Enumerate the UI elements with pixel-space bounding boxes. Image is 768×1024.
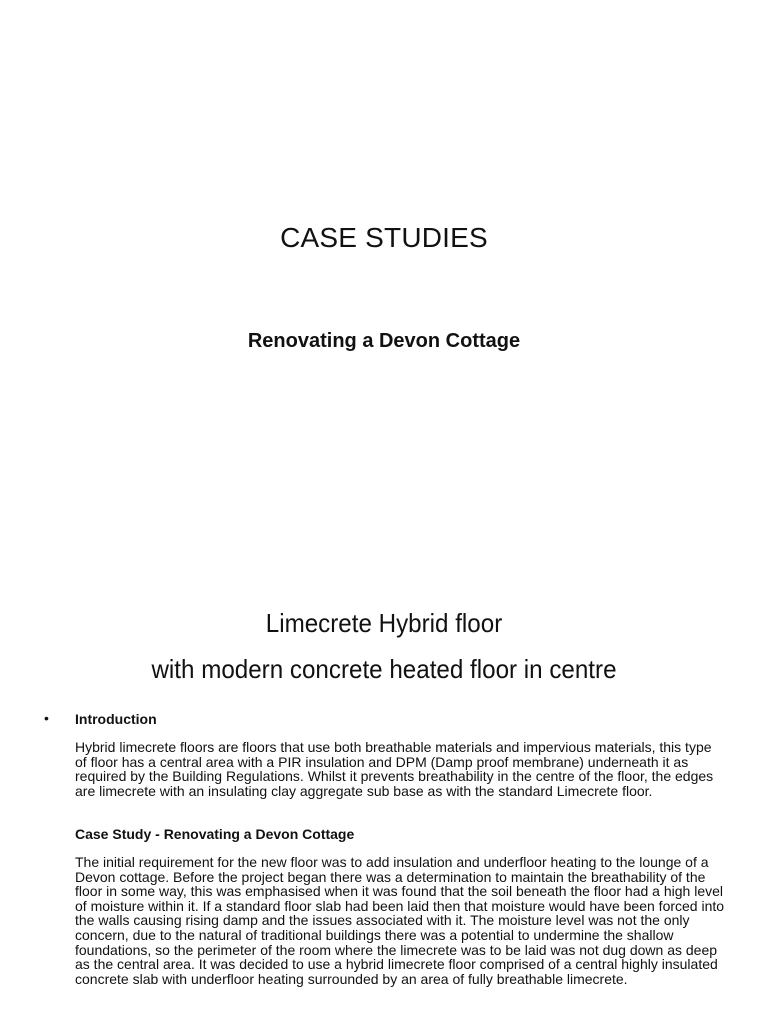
introduction-heading: Introduction bbox=[75, 711, 157, 727]
bullet-marker: • bbox=[44, 710, 49, 726]
introduction-paragraph: Hybrid limecrete floors are floors that use both breathable materials and impervious materials, this type of floor has a central area with a PIR insulation and DPM (Damp proof membrane) underneath it as required by the Building Regulations. Whilst it prevents breathability in the centre of the floor, the edges are limecrete with an insulating clay aggregate sub base as with the standard Limecrete floor. bbox=[75, 739, 714, 799]
page-subtitle: Renovating a Devon Cottage bbox=[247, 330, 521, 352]
section-title-line-1: Limecrete Hybrid floor bbox=[265, 608, 503, 638]
case-study-heading: Case Study - Renovating a Devon Cottage bbox=[75, 826, 355, 842]
section-title-line-2: with modern concrete heated floor in centre bbox=[151, 654, 617, 684]
case-study-paragraph: The initial requirement for the new floor was to add insulation and underfloor heating to the lounge of a Devon cottage. Before the project began there was a determination to maintain the breathability of the floor in some way, this was emphasised when it was found that the soil beneath the floor had a high level of moisture within it. If a standard floor slab had been laid then that moisture would have been forced into the walls causing rising damp and the issues associated with it. The moisture level was not the only concern, due to the natural of traditional buildings there was a potential to undermine the shallow foundations, so the perimeter of the room where the limecrete was to be laid was not dug down as deep as the central area. It was decided to use a hybrid limecrete floor comprised of a central highly insulated concrete slab with underfloor heating surrounded by an area of fully breathable limecrete. bbox=[75, 854, 725, 987]
page-title: CASE STUDIES bbox=[280, 222, 488, 253]
